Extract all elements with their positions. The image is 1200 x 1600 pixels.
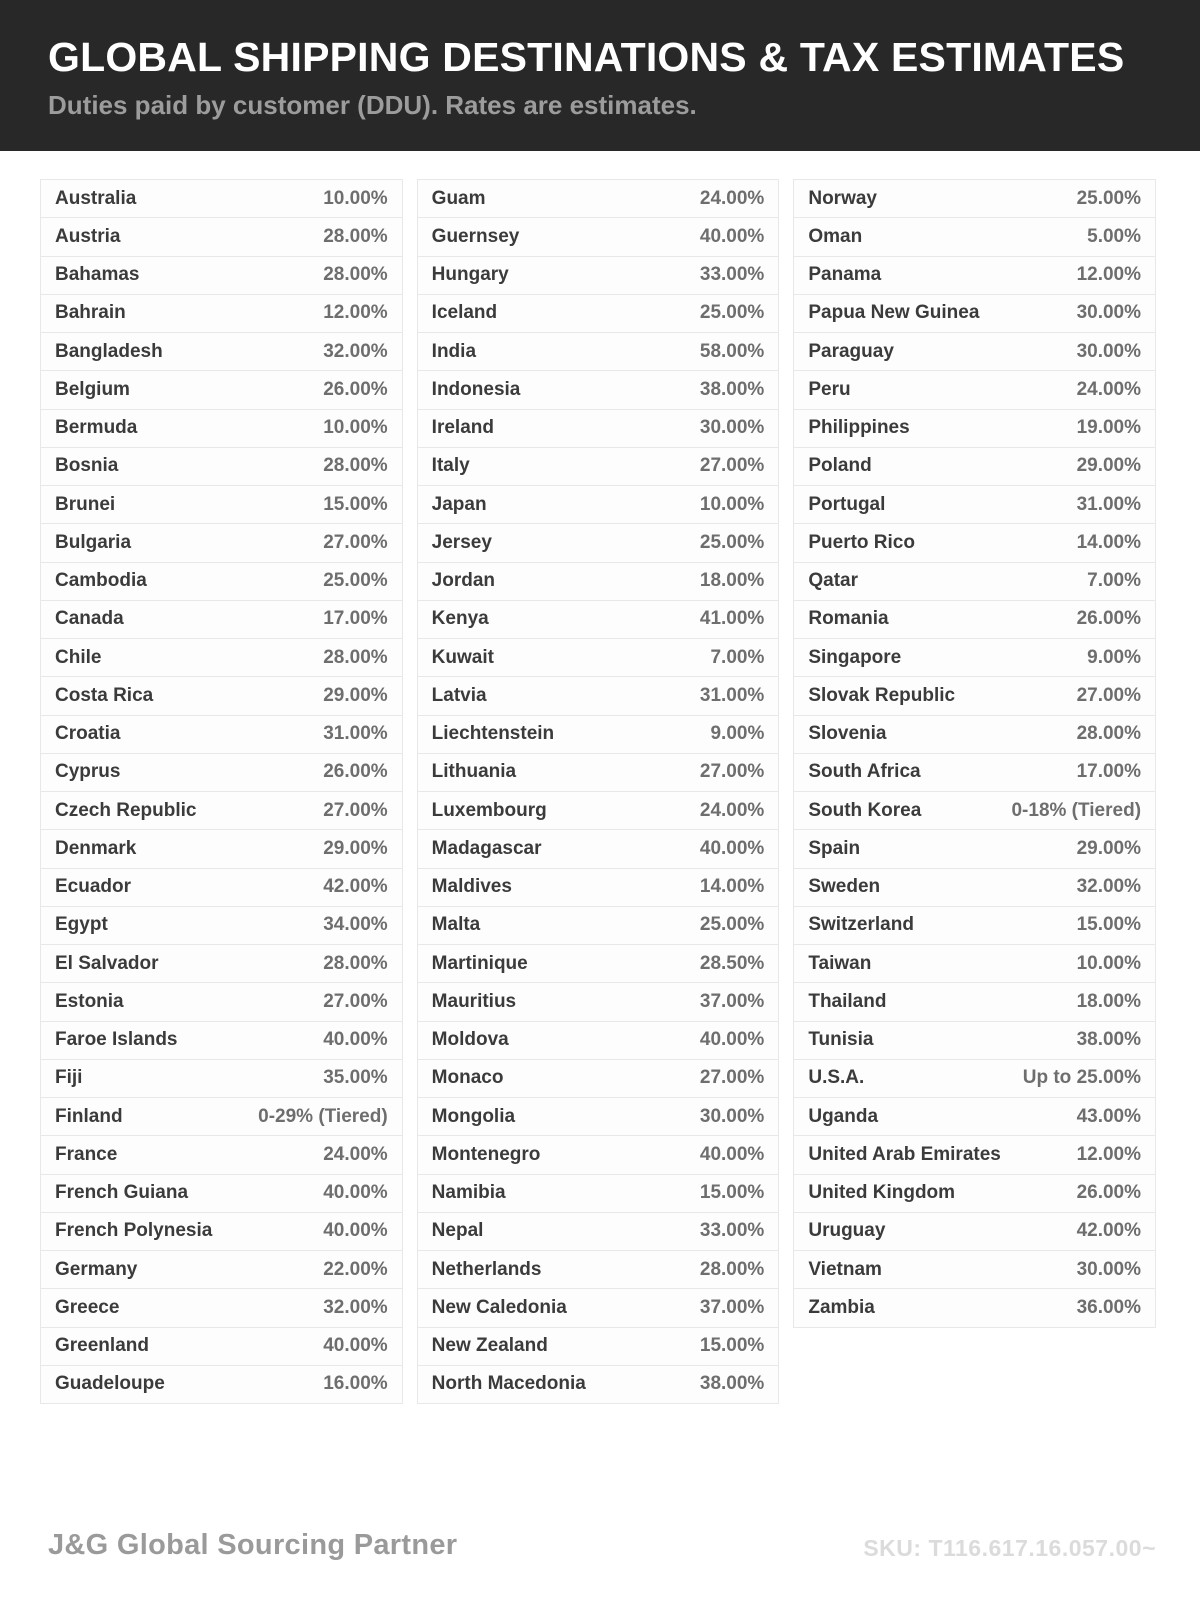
rate-value: 40.00% bbox=[323, 1220, 388, 1242]
rate-value: 14.00% bbox=[699, 876, 765, 898]
country-name: Madagascar bbox=[431, 837, 542, 859]
table-row bbox=[794, 218, 1155, 256]
table-row bbox=[418, 1136, 779, 1174]
country-name: South Korea bbox=[808, 799, 922, 821]
rate-value: 12.00% bbox=[323, 302, 388, 324]
rate-value: Up to 25.00% bbox=[1022, 1067, 1142, 1089]
country-name: Kuwait bbox=[431, 646, 494, 668]
rate-value: 17.00% bbox=[323, 608, 388, 630]
rate-value: 31.00% bbox=[323, 723, 388, 745]
country-name: Ecuador bbox=[55, 876, 132, 898]
country-name: Bahamas bbox=[55, 264, 140, 286]
table-row bbox=[41, 1213, 402, 1251]
table-row bbox=[41, 907, 402, 945]
country-name: Sweden bbox=[808, 876, 881, 898]
country-name: North Macedonia bbox=[431, 1373, 586, 1395]
country-name: Spain bbox=[808, 837, 861, 859]
rate-value: 27.00% bbox=[323, 799, 388, 821]
rates-column-1 bbox=[40, 179, 403, 1404]
rate-value: 38.00% bbox=[699, 378, 765, 400]
country-name: Croatia bbox=[55, 723, 121, 745]
rate-value: 40.00% bbox=[323, 1182, 388, 1204]
table-row bbox=[418, 257, 779, 295]
country-name: Greenland bbox=[55, 1335, 149, 1357]
table-row bbox=[41, 716, 402, 754]
rate-value: 7.00% bbox=[1087, 570, 1142, 592]
rate-value: 0-18% (Tiered) bbox=[1011, 799, 1142, 821]
table-row bbox=[41, 830, 402, 868]
rate-value: 33.00% bbox=[699, 264, 765, 286]
table-row bbox=[41, 792, 402, 830]
country-name: Guadeloupe bbox=[55, 1373, 165, 1395]
table-row bbox=[41, 677, 402, 715]
table-row bbox=[41, 869, 402, 907]
rate-value: 27.00% bbox=[323, 990, 388, 1012]
rate-value: 32.00% bbox=[323, 340, 388, 362]
rate-value: 35.00% bbox=[323, 1067, 388, 1089]
table-row bbox=[41, 371, 402, 409]
country-name: New Zealand bbox=[431, 1335, 548, 1357]
table-row bbox=[41, 333, 402, 371]
table-row bbox=[794, 563, 1155, 601]
rate-value: 24.00% bbox=[1076, 378, 1142, 400]
table-row bbox=[418, 410, 779, 448]
table-row bbox=[794, 945, 1155, 983]
rate-value: 15.00% bbox=[699, 1335, 765, 1357]
rate-value: 15.00% bbox=[699, 1182, 765, 1204]
country-name: Mauritius bbox=[431, 990, 517, 1012]
country-name: Uganda bbox=[808, 1105, 879, 1127]
rate-value: 18.00% bbox=[699, 570, 765, 592]
table-row bbox=[418, 792, 779, 830]
table-row bbox=[418, 1366, 779, 1404]
table-row bbox=[418, 945, 779, 983]
country-name: Cyprus bbox=[55, 761, 121, 783]
table-row bbox=[794, 486, 1155, 524]
country-name: Chile bbox=[55, 646, 102, 668]
table-row bbox=[794, 524, 1155, 562]
country-name: Bahrain bbox=[55, 302, 126, 324]
rate-value: 10.00% bbox=[699, 493, 765, 515]
rate-value: 24.00% bbox=[699, 187, 765, 209]
country-name: Latvia bbox=[431, 684, 487, 706]
rate-value: 40.00% bbox=[323, 1029, 388, 1051]
rate-value: 27.00% bbox=[699, 1067, 765, 1089]
country-name: French Polynesia bbox=[55, 1220, 213, 1242]
table-row bbox=[794, 639, 1155, 677]
table-row bbox=[794, 983, 1155, 1021]
table-row bbox=[41, 601, 402, 639]
page-title: GLOBAL SHIPPING DESTINATIONS & TAX ESTIMATES bbox=[48, 34, 1125, 80]
table-row bbox=[41, 295, 402, 333]
table-row bbox=[418, 524, 779, 562]
country-name: Singapore bbox=[808, 646, 902, 668]
country-name: Montenegro bbox=[431, 1143, 541, 1165]
country-name: Poland bbox=[808, 455, 872, 477]
rates-column-2 bbox=[417, 179, 780, 1404]
country-name: U.S.A. bbox=[808, 1067, 865, 1089]
rate-value: 40.00% bbox=[699, 225, 765, 247]
country-name: Peru bbox=[808, 378, 851, 400]
country-name: Indonesia bbox=[431, 378, 521, 400]
country-name: Taiwan bbox=[808, 952, 872, 974]
rate-value: 28.00% bbox=[323, 225, 388, 247]
rate-value: 25.00% bbox=[699, 302, 765, 324]
country-name: Luxembourg bbox=[431, 799, 547, 821]
country-name: Faroe Islands bbox=[55, 1029, 178, 1051]
page-subtitle: Duties paid by customer (DDU). Rates are estimates. bbox=[48, 90, 697, 120]
country-name: Egypt bbox=[55, 914, 108, 936]
country-name: Paraguay bbox=[808, 340, 894, 362]
rate-value: 29.00% bbox=[323, 684, 388, 706]
rate-value: 29.00% bbox=[1076, 455, 1142, 477]
country-name: Denmark bbox=[55, 837, 137, 859]
table-row bbox=[794, 1060, 1155, 1098]
table-row bbox=[794, 371, 1155, 409]
country-name: Australia bbox=[55, 187, 137, 209]
table-row bbox=[794, 410, 1155, 448]
rate-value: 26.00% bbox=[1076, 608, 1142, 630]
table-row bbox=[418, 1213, 779, 1251]
country-name: Thailand bbox=[808, 990, 887, 1012]
country-name: Hungary bbox=[431, 264, 509, 286]
table-row bbox=[41, 1060, 402, 1098]
rate-value: 9.00% bbox=[1087, 646, 1142, 668]
rate-value: 15.00% bbox=[1076, 914, 1142, 936]
country-name: Tunisia bbox=[808, 1029, 874, 1051]
table-row bbox=[418, 907, 779, 945]
table-row bbox=[41, 448, 402, 486]
table-row bbox=[418, 601, 779, 639]
rate-value: 25.00% bbox=[1076, 187, 1142, 209]
table-row bbox=[41, 945, 402, 983]
country-name: French Guiana bbox=[55, 1182, 189, 1204]
country-name: Guam bbox=[431, 187, 486, 209]
table-row bbox=[418, 295, 779, 333]
country-name: Philippines bbox=[808, 417, 910, 439]
table-row bbox=[418, 869, 779, 907]
rates-table bbox=[0, 151, 1200, 1404]
table-row bbox=[418, 716, 779, 754]
brand-name: J&G Global Sourcing Partner bbox=[48, 1529, 458, 1561]
country-name: Finland bbox=[55, 1105, 123, 1127]
rate-value: 18.00% bbox=[1076, 990, 1142, 1012]
rates-column-3 bbox=[793, 179, 1156, 1328]
table-row bbox=[794, 295, 1155, 333]
rate-value: 27.00% bbox=[699, 761, 765, 783]
rate-value: 26.00% bbox=[1076, 1182, 1142, 1204]
rate-value: 7.00% bbox=[710, 646, 765, 668]
table-row bbox=[418, 218, 779, 256]
country-name: Mongolia bbox=[431, 1105, 516, 1127]
rate-value: 30.00% bbox=[1076, 302, 1142, 324]
country-name: Guernsey bbox=[431, 225, 520, 247]
table-row bbox=[418, 1289, 779, 1327]
country-name: Slovenia bbox=[808, 723, 887, 745]
country-name: Bermuda bbox=[55, 417, 138, 439]
rate-value: 27.00% bbox=[323, 531, 388, 553]
rate-value: 30.00% bbox=[1076, 1258, 1142, 1280]
table-row bbox=[41, 639, 402, 677]
table-row bbox=[41, 1366, 402, 1404]
rate-value: 37.00% bbox=[699, 1296, 765, 1318]
rate-value: 28.00% bbox=[699, 1258, 765, 1280]
rate-value: 38.00% bbox=[1076, 1029, 1142, 1051]
country-name: Martinique bbox=[431, 952, 528, 974]
rate-value: 28.00% bbox=[323, 646, 388, 668]
country-name: Monaco bbox=[431, 1067, 504, 1089]
country-name: Liechtenstein bbox=[431, 723, 555, 745]
table-row bbox=[794, 792, 1155, 830]
rate-value: 12.00% bbox=[1076, 1143, 1142, 1165]
country-name: Oman bbox=[808, 225, 863, 247]
table-row bbox=[41, 180, 402, 218]
table-row bbox=[41, 1328, 402, 1366]
header-banner bbox=[0, 0, 1200, 151]
rate-value: 42.00% bbox=[1076, 1220, 1142, 1242]
table-row bbox=[418, 830, 779, 868]
rate-value: 40.00% bbox=[699, 1143, 765, 1165]
rate-value: 27.00% bbox=[699, 455, 765, 477]
table-row bbox=[794, 677, 1155, 715]
country-name: Norway bbox=[808, 187, 877, 209]
table-row bbox=[794, 869, 1155, 907]
rate-value: 12.00% bbox=[1076, 264, 1142, 286]
table-row bbox=[41, 410, 402, 448]
table-row bbox=[41, 1098, 402, 1136]
table-row bbox=[418, 983, 779, 1021]
table-row bbox=[418, 754, 779, 792]
table-row bbox=[418, 333, 779, 371]
table-row bbox=[41, 218, 402, 256]
table-row bbox=[794, 1098, 1155, 1136]
table-row bbox=[794, 180, 1155, 218]
table-row bbox=[418, 1060, 779, 1098]
rate-value: 28.00% bbox=[323, 952, 388, 974]
table-row bbox=[418, 371, 779, 409]
country-name: Belgium bbox=[55, 378, 130, 400]
table-row bbox=[418, 180, 779, 218]
country-name: Uruguay bbox=[808, 1220, 886, 1242]
rate-value: 37.00% bbox=[699, 990, 765, 1012]
country-name: Portugal bbox=[808, 493, 886, 515]
table-row bbox=[794, 716, 1155, 754]
table-row bbox=[794, 333, 1155, 371]
country-name: Jersey bbox=[431, 531, 492, 553]
country-name: New Caledonia bbox=[431, 1296, 567, 1318]
rate-value: 10.00% bbox=[323, 417, 388, 439]
rate-value: 43.00% bbox=[1076, 1105, 1142, 1127]
table-row bbox=[794, 907, 1155, 945]
table-row bbox=[41, 1289, 402, 1327]
country-name: Japan bbox=[431, 493, 487, 515]
table-row bbox=[794, 257, 1155, 295]
rate-value: 30.00% bbox=[699, 1105, 765, 1127]
table-row bbox=[794, 1175, 1155, 1213]
table-row bbox=[41, 983, 402, 1021]
table-row bbox=[418, 677, 779, 715]
rate-value: 5.00% bbox=[1087, 225, 1142, 247]
rate-value: 16.00% bbox=[323, 1373, 388, 1395]
country-name: Austria bbox=[55, 225, 121, 247]
table-row bbox=[794, 1289, 1155, 1327]
table-row bbox=[41, 1022, 402, 1060]
rate-value: 24.00% bbox=[323, 1143, 388, 1165]
rate-value: 32.00% bbox=[323, 1296, 388, 1318]
country-name: Panama bbox=[808, 264, 882, 286]
table-row bbox=[41, 1175, 402, 1213]
table-row bbox=[41, 1136, 402, 1174]
rate-value: 29.00% bbox=[1076, 837, 1142, 859]
rate-value: 28.00% bbox=[323, 264, 388, 286]
rate-value: 14.00% bbox=[1076, 531, 1142, 553]
country-name: Romania bbox=[808, 608, 889, 630]
rate-value: 19.00% bbox=[1076, 417, 1142, 439]
table-row bbox=[794, 1213, 1155, 1251]
country-name: Papua New Guinea bbox=[808, 302, 980, 324]
country-name: Fiji bbox=[55, 1067, 83, 1089]
country-name: Namibia bbox=[431, 1182, 506, 1204]
table-row bbox=[794, 830, 1155, 868]
table-row bbox=[418, 448, 779, 486]
rate-value: 28.00% bbox=[323, 455, 388, 477]
rate-value: 41.00% bbox=[699, 608, 765, 630]
country-name: Zambia bbox=[808, 1296, 875, 1318]
country-name: South Africa bbox=[808, 761, 921, 783]
country-name: United Kingdom bbox=[808, 1182, 956, 1204]
country-name: Nepal bbox=[431, 1220, 484, 1242]
country-name: Italy bbox=[431, 455, 470, 477]
table-row bbox=[418, 639, 779, 677]
rate-value: 29.00% bbox=[323, 837, 388, 859]
table-row bbox=[418, 1175, 779, 1213]
country-name: Ireland bbox=[431, 417, 494, 439]
rate-value: 26.00% bbox=[323, 378, 388, 400]
rate-value: 33.00% bbox=[699, 1220, 765, 1242]
table-row bbox=[794, 754, 1155, 792]
table-row bbox=[794, 448, 1155, 486]
footer bbox=[48, 1529, 1156, 1562]
rate-value: 10.00% bbox=[1076, 952, 1142, 974]
country-name: Estonia bbox=[55, 990, 124, 1012]
table-row bbox=[41, 563, 402, 601]
rate-value: 32.00% bbox=[1076, 876, 1142, 898]
table-row bbox=[794, 601, 1155, 639]
country-name: Vietnam bbox=[808, 1258, 882, 1280]
rate-value: 27.00% bbox=[1076, 684, 1142, 706]
country-name: Greece bbox=[55, 1296, 120, 1318]
country-name: Malta bbox=[431, 914, 481, 936]
rate-value: 36.00% bbox=[1076, 1296, 1142, 1318]
rate-value: 9.00% bbox=[710, 723, 765, 745]
country-name: France bbox=[55, 1143, 118, 1165]
country-name: Kenya bbox=[431, 608, 489, 630]
country-name: Moldova bbox=[431, 1029, 509, 1051]
country-name: El Salvador bbox=[55, 952, 159, 974]
rate-value: 42.00% bbox=[323, 876, 388, 898]
rate-value: 25.00% bbox=[699, 914, 765, 936]
table-row bbox=[794, 1136, 1155, 1174]
country-name: Lithuania bbox=[431, 761, 517, 783]
table-row bbox=[41, 486, 402, 524]
table-row bbox=[418, 1328, 779, 1366]
rate-value: 28.50% bbox=[699, 952, 765, 974]
rate-value: 24.00% bbox=[699, 799, 765, 821]
country-name: Costa Rica bbox=[55, 684, 154, 706]
rate-value: 0-29% (Tiered) bbox=[258, 1105, 388, 1127]
rate-value: 10.00% bbox=[323, 187, 388, 209]
country-name: Iceland bbox=[431, 302, 498, 324]
rate-value: 30.00% bbox=[699, 417, 765, 439]
sku-label: SKU: T116.617.16.057.00~ bbox=[863, 1535, 1156, 1561]
rate-value: 26.00% bbox=[323, 761, 388, 783]
rate-value: 30.00% bbox=[1076, 340, 1142, 362]
table-row bbox=[418, 563, 779, 601]
rate-value: 58.00% bbox=[699, 340, 765, 362]
country-name: Switzerland bbox=[808, 914, 914, 936]
table-row bbox=[418, 486, 779, 524]
country-name: Puerto Rico bbox=[808, 531, 915, 553]
country-name: Brunei bbox=[55, 493, 116, 515]
table-row bbox=[418, 1022, 779, 1060]
country-name: Jordan bbox=[431, 570, 496, 592]
country-name: Czech Republic bbox=[55, 799, 197, 821]
country-name: Maldives bbox=[431, 876, 512, 898]
country-name: India bbox=[431, 340, 477, 362]
rate-value: 25.00% bbox=[323, 570, 388, 592]
rate-value: 22.00% bbox=[323, 1258, 388, 1280]
country-name: Netherlands bbox=[431, 1258, 542, 1280]
rate-value: 31.00% bbox=[1076, 493, 1142, 515]
country-name: Bulgaria bbox=[55, 531, 132, 553]
country-name: United Arab Emirates bbox=[808, 1143, 1001, 1165]
rate-value: 40.00% bbox=[699, 1029, 765, 1051]
table-row bbox=[41, 257, 402, 295]
rate-value: 31.00% bbox=[699, 684, 765, 706]
country-name: Cambodia bbox=[55, 570, 147, 592]
rate-value: 40.00% bbox=[699, 837, 765, 859]
rate-value: 17.00% bbox=[1076, 761, 1142, 783]
rate-value: 38.00% bbox=[699, 1373, 765, 1395]
rate-value: 15.00% bbox=[323, 493, 388, 515]
table-row bbox=[41, 754, 402, 792]
country-name: Slovak Republic bbox=[808, 684, 956, 706]
country-name: Bosnia bbox=[55, 455, 119, 477]
rate-value: 28.00% bbox=[1076, 723, 1142, 745]
rate-value: 40.00% bbox=[323, 1335, 388, 1357]
country-name: Qatar bbox=[808, 570, 858, 592]
rate-value: 34.00% bbox=[323, 914, 388, 936]
table-row bbox=[794, 1251, 1155, 1289]
country-name: Germany bbox=[55, 1258, 138, 1280]
table-row bbox=[41, 1251, 402, 1289]
country-name: Bangladesh bbox=[55, 340, 163, 362]
country-name: Canada bbox=[55, 608, 124, 630]
rate-value: 25.00% bbox=[699, 531, 765, 553]
table-row bbox=[418, 1098, 779, 1136]
table-row bbox=[418, 1251, 779, 1289]
table-row bbox=[41, 524, 402, 562]
table-row bbox=[794, 1022, 1155, 1060]
